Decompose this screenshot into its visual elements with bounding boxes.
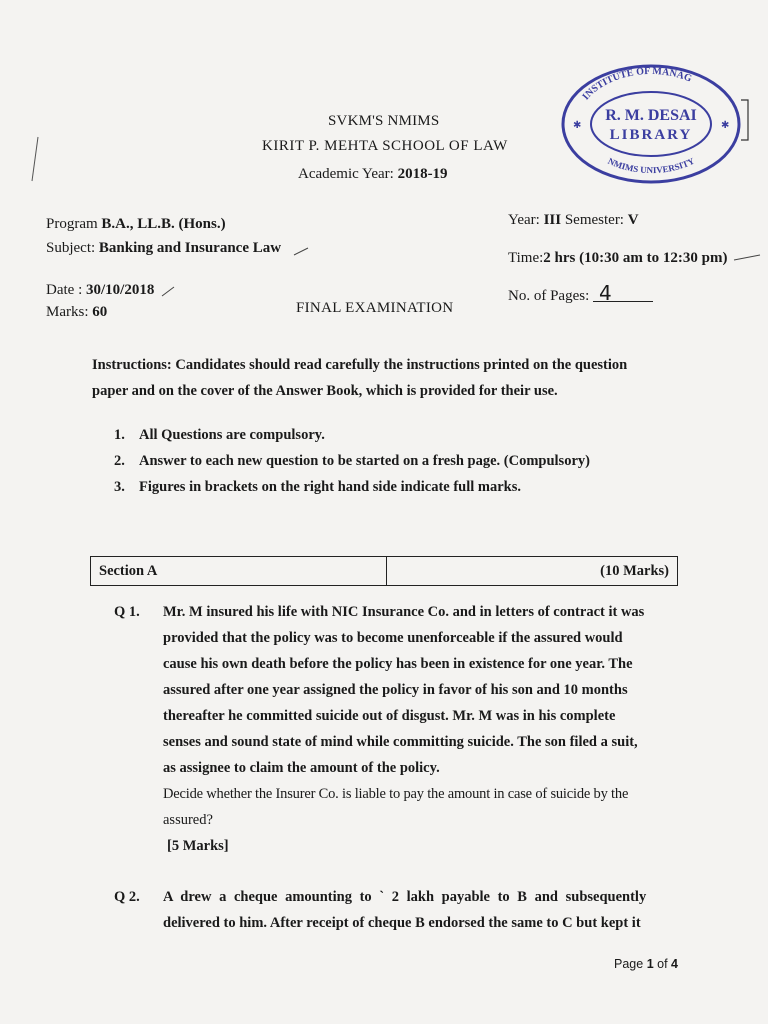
page-total: 4 [671, 957, 678, 971]
academic-year-value: 2018-19 [397, 166, 448, 182]
question-line: assured? [163, 812, 213, 828]
page-current: 1 [646, 957, 654, 971]
program-line [46, 216, 226, 233]
semester-label: Semester: [564, 212, 624, 228]
stamp-ring-bottom: NMIMS UNIVERSITY [606, 155, 696, 176]
list-item-number: 2. [114, 453, 125, 469]
pages-value: 4 [593, 285, 653, 302]
marks-line [46, 304, 107, 321]
page-of: of [657, 957, 668, 971]
date-line [46, 282, 154, 299]
list-item-number: 1. [114, 427, 125, 443]
program-value: B.A., LL.B. (Hons.) [101, 216, 226, 232]
question-body [163, 884, 646, 936]
program-label: Program [46, 216, 98, 232]
list-item-text: Figures in brackets on the right hand side indicate full marks. [139, 479, 521, 495]
question-line: Decide whether the Insurer Co. is liable to pay the amount in case of suicide by the [163, 786, 629, 802]
list-item-text: Answer to each new question to be started on a fresh page. (Compulsory) [139, 453, 590, 469]
question-line: as assignee to claim the amount of the policy. [163, 760, 440, 776]
bracket-mark [738, 98, 752, 142]
question-line: thereafter he committed suicide out of disgust. Mr. M was in his complete [163, 708, 616, 724]
stamp-name-line2: LIBRARY [609, 127, 693, 143]
year-semester-line [508, 212, 639, 229]
question-line: Mr. M insured his life with NIC Insurance Co. and in letters of contract it was [163, 604, 645, 620]
date-value: 30/10/2018 [85, 282, 155, 298]
time-value: 2 hrs (10:30 am to 12:30 pm) [543, 250, 728, 266]
year-value: III [543, 212, 562, 228]
section-marks: (10 Marks) [600, 562, 669, 579]
subject-label: Subject: [46, 240, 96, 256]
pen-tick-mark [160, 284, 176, 298]
institution-name: SVKM'S NMIMS [328, 113, 440, 129]
pages-label: No. of Pages: [508, 288, 590, 304]
question-number: Q 2. [114, 889, 140, 905]
list-item-text: All Questions are compulsory. [139, 427, 325, 443]
list-item [114, 448, 590, 474]
time-line [508, 250, 727, 267]
question-marks: [5 Marks] [167, 838, 229, 854]
library-stamp [553, 60, 749, 184]
question-line: provided that the policy was to become unenforceable if the assured would [163, 630, 623, 646]
instructions-list [114, 422, 590, 500]
list-item-number: 3. [114, 479, 125, 495]
school-name: KIRIT P. MEHTA SCHOOL OF LAW [262, 138, 508, 154]
exam-title: FINAL EXAMINATION [296, 300, 454, 316]
subject-value: Banking and Insurance Law [98, 240, 282, 256]
page-prefix: Page [614, 957, 644, 971]
question-number: Q 1. [114, 604, 140, 620]
year-label: Year: [508, 212, 540, 228]
section-header-table [90, 556, 678, 586]
stamp-star-icon: ✱ [721, 120, 730, 131]
pages-line [508, 281, 653, 305]
question-line: senses and sound state of mind while committing suicide. The son filed a suit, [163, 734, 638, 750]
margin-pen-mark [28, 135, 42, 185]
question-line: cause his own death before the policy has been in existence for one year. The [163, 656, 633, 672]
marks-value: 60 [92, 304, 108, 320]
instructions-intro [92, 352, 627, 404]
section-name: Section A [91, 557, 387, 585]
stamp-star-icon: ✱ [573, 120, 582, 131]
instructions-line: paper and on the cover of the Answer Book, which is provided for their use. [92, 383, 558, 399]
academic-year-label: Academic Year: [298, 166, 394, 182]
instructions-line: Instructions: Candidates should read carefully the instructions printed on the question [92, 357, 628, 373]
date-label: Date : [46, 282, 83, 298]
academic-year [298, 166, 448, 183]
stamp-ring-top: INSTITUTE OF MANAG [580, 65, 694, 103]
pen-tick-mark [292, 245, 310, 257]
list-item [114, 422, 590, 448]
pen-dash-mark [732, 248, 762, 264]
question-line: delivered to him. After receipt of cheque B endorsed the same to C but kept it [163, 915, 641, 931]
semester-value: V [627, 212, 639, 228]
marks-label: Marks: [46, 304, 89, 320]
list-item [114, 474, 590, 500]
subject-line [46, 240, 281, 257]
stamp-name-line1: R. M. DESAI [605, 107, 697, 124]
question-line: A drew a cheque amounting to ` 2 lakh payable to B and subsequently [163, 889, 647, 905]
question-body [163, 599, 644, 859]
question-line: assured after one year assigned the policy in favor of his son and 10 months [163, 682, 628, 698]
page-number [614, 957, 678, 971]
time-label: Time: [508, 250, 544, 266]
